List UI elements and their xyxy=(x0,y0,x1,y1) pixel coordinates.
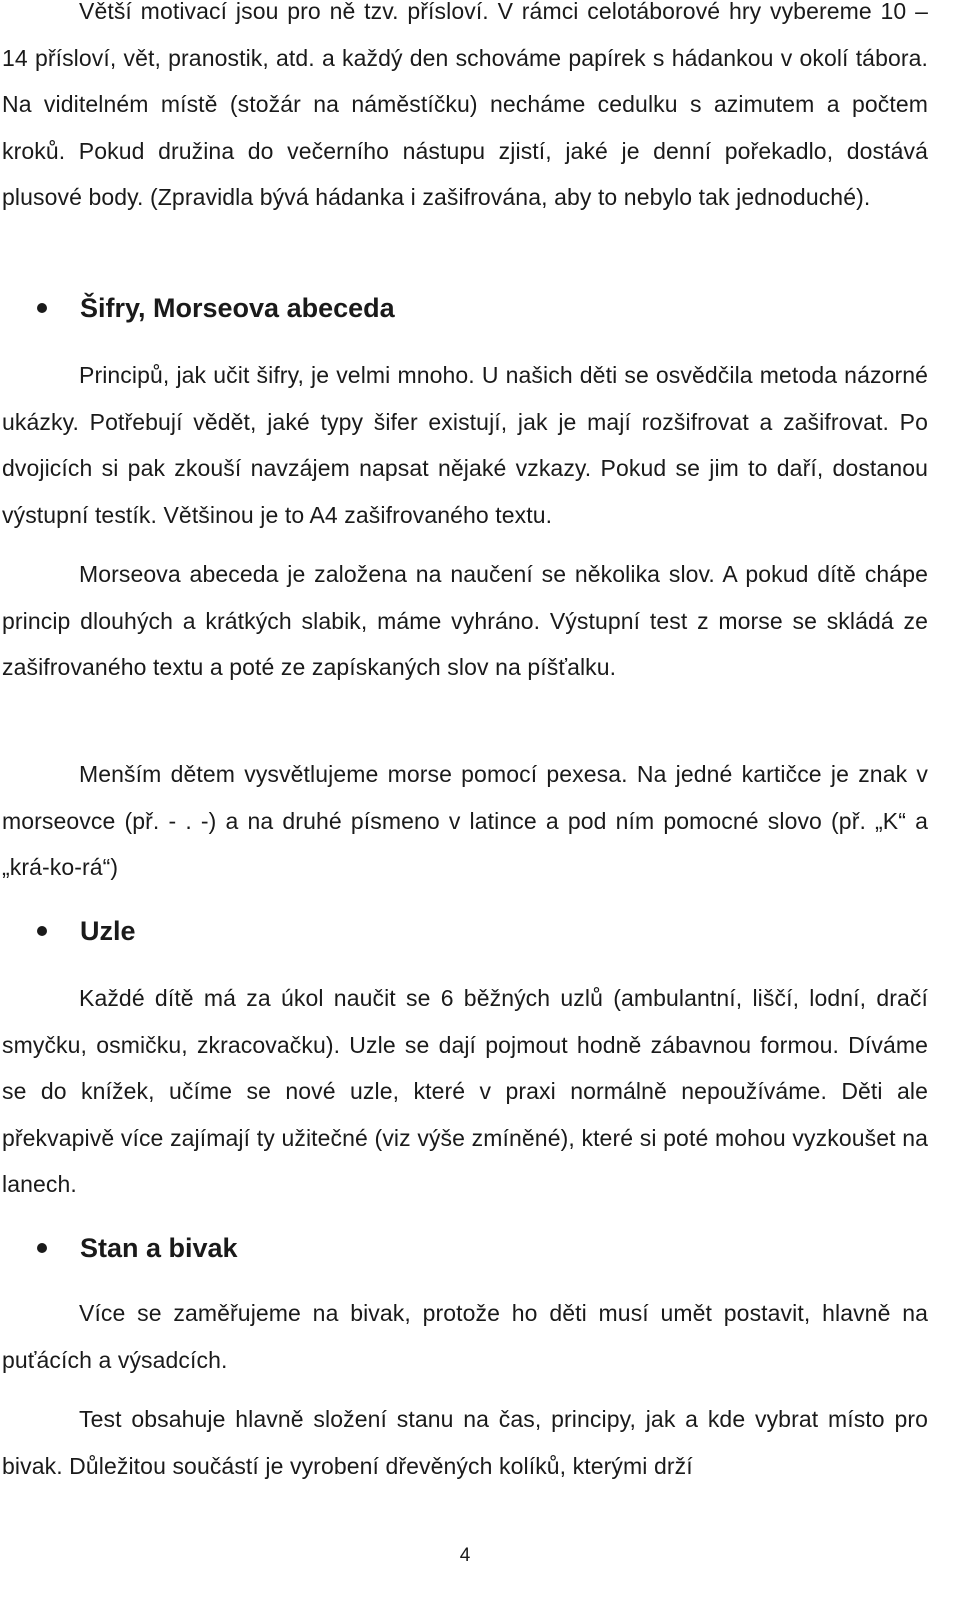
section-heading-ciphers xyxy=(0,288,930,328)
section-heading-tent xyxy=(0,1228,930,1268)
bullet-icon xyxy=(37,1243,47,1253)
paragraph-bivouac: Více se zaměřujeme na bivak, protože ho děti musí umět postavit, hlavně na puťácích a výsadcích. xyxy=(2,1300,928,1373)
heading-ciphers-text: Šifry, Morseova abeceda xyxy=(80,293,395,323)
bullet-icon xyxy=(37,926,47,936)
page-number: 4 xyxy=(459,1545,471,1566)
heading-knots-text: Uzle xyxy=(80,916,136,946)
paragraph-ciphers: Principů, jak učit šifry, je velmi mnoho. U našich děti se osvědčila metoda názorné ukázky. Potřebují vědět, jaké typy šifer existují, jak je mají rozšifrovat a zašifrovat. Po dvojicích si pak zkouší navzájem napsat nějaké vzkazy. Pokud se jim to daří, dostanou výstupní testík. Většinou je to A4 zašifrovaného textu. xyxy=(2,362,928,528)
paragraph-proverbs: Větší motivací jsou pro ně tzv. přísloví. V rámci celotáborové hry vybereme 10 – 14 přísloví, vět, pranostik, atd. a každý den schováme papírek s hádankou v okolí tábora. Na viditelném místě (stožár na náměstíčku) necháme cedulku s azimutem a počtem kroků. Pokud družina do večerního nástupu zjistí, jaké je denní pořekadlo, dostává plusové body. (Zpravidla bývá hádanka i zašifrována, aby to nebylo tak jednoduché). xyxy=(2,0,928,211)
paragraph-morse: Morseova abeceda je založena na naučení se několika slov. A pokud dítě chápe princip dlouhých a krátkých slabik, máme vyhráno. Výstupní test z morse se skládá ze zašifrovaného textu a poté ze zapískaných slov na píšťalku. xyxy=(2,561,928,681)
paragraph-tent-test: Test obsahuje hlavně složení stanu na čas, principy, jak a kde vybrat místo pro bivak. Důležitou součástí je vyrobení dřevěných kolíků, kterými drží xyxy=(2,1406,928,1479)
bullet-icon xyxy=(37,303,47,313)
heading-tent-text: Stan a bivak xyxy=(80,1233,238,1263)
paragraph-knots: Každé dítě má za úkol naučit se 6 běžných uzlů (ambulantní, liščí, lodní, dračí smyčku, osmičku, zkracovačku). Uzle se dají pojmout hodně zábavnou formou. Díváme se do knížek, učíme se nové uzle, které v praxi normálně nepoužíváme. Děti ale překvapivě více zajímají ty užitečné (viz výše zmíněné), které si poté mohou vyzkoušet na lanech. xyxy=(2,985,928,1198)
paragraph-pexeso: Menším dětem vysvětlujeme morse pomocí pexesa. Na jedné kartičce je znak v morseovce (př. - . -) a na druhé písmeno v latince a pod ním pomocné slovo (př. „K“ a „krá-ko-rá“) xyxy=(2,761,928,881)
section-heading-knots xyxy=(0,911,930,951)
